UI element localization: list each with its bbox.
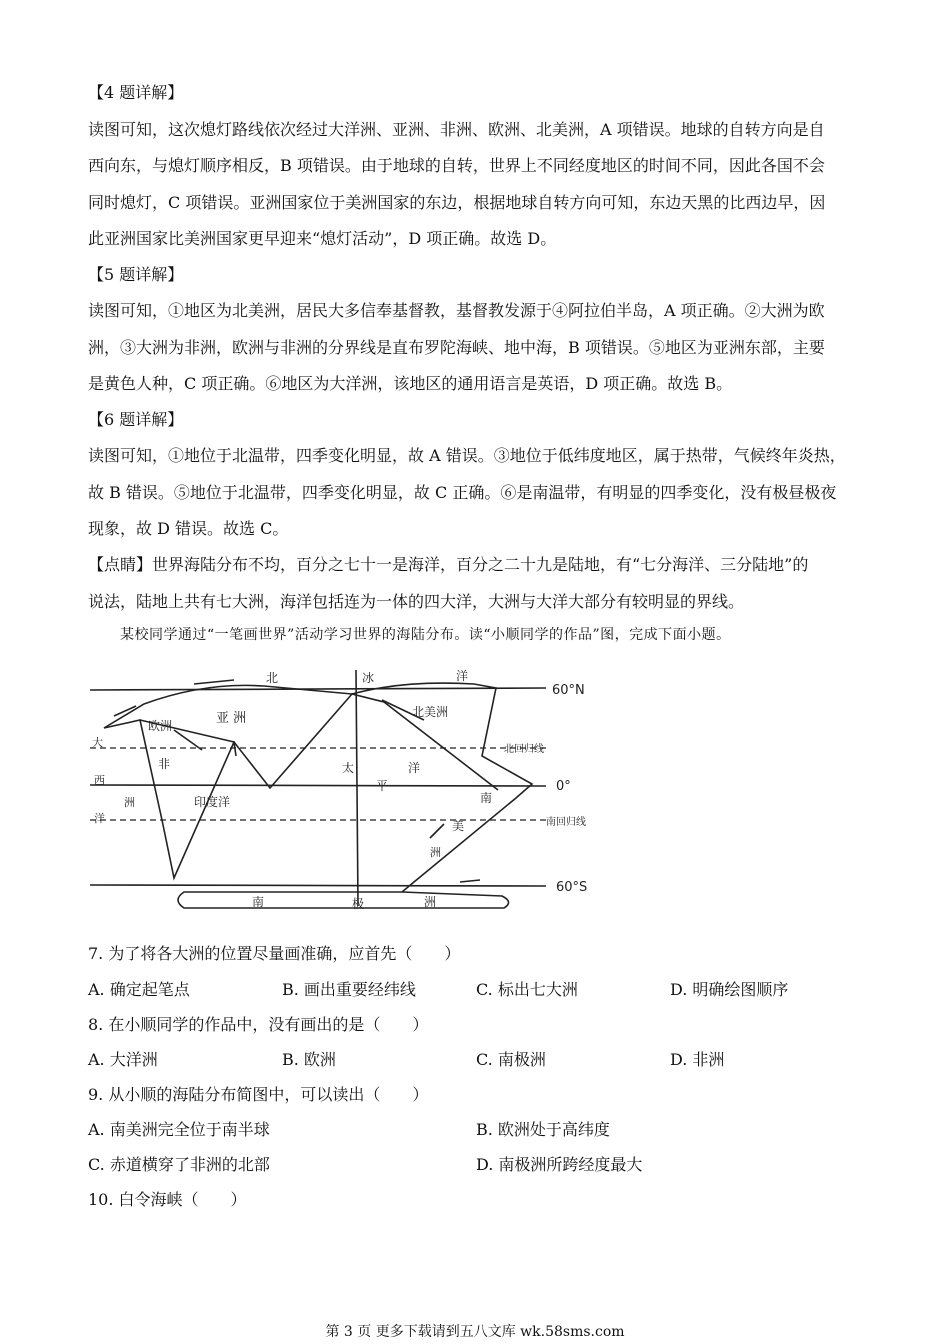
label-60s: 60°S xyxy=(556,880,588,895)
q9-option-a[interactable]: A. 南美洲完全位于南半球 xyxy=(88,1120,270,1139)
one-stroke-path-4 xyxy=(174,700,424,750)
label-arctic-2: 冰 xyxy=(362,671,375,685)
q6-line-3: 现象，故 D 错误。故选 C。 xyxy=(88,519,289,538)
q8-option-a[interactable]: A. 大洋洲 xyxy=(88,1050,158,1069)
label-atlantic-1: 大 xyxy=(92,736,103,749)
q7-option-a[interactable]: A. 确定起笔点 xyxy=(88,980,190,999)
q4-heading: 【4 题详解】 xyxy=(88,83,184,102)
label-north-america: 北美洲 xyxy=(412,705,449,719)
label-tropic-cancer: 北回归线 xyxy=(504,744,544,755)
q5-line-1: 读图可知，①地区为北美洲，居民大多信奉基督教，基督教发源于④阿拉伯半岛，A 项正确。②大洲为欧 xyxy=(88,301,825,320)
label-pacific-2: 平 xyxy=(376,779,389,793)
label-indian-ocean: 印度洋 xyxy=(194,795,231,809)
q6-line-1: 读图可知，①地位于北温带，四季变化明显，故 A 错误。③地位于低纬度地区，属于热带，气候终年炎热， xyxy=(88,446,846,465)
lat-line-60n xyxy=(90,688,546,690)
label-antarctica-1: 南 xyxy=(252,895,265,909)
q4-line-1: 读图可知，这次熄灯路线依次经过大洋洲、亚洲、非洲、欧洲、北美洲，A 项错误。地球的自转方向是自 xyxy=(88,120,825,139)
q9-option-c[interactable]: C. 赤道横穿了非洲的北部 xyxy=(88,1155,270,1174)
q9-option-b[interactable]: B. 欧洲处于高纬度 xyxy=(476,1120,610,1139)
label-antarctica-2: 极 xyxy=(352,897,365,911)
label-atlantic-2: 西 xyxy=(94,774,105,787)
q9-stem: 9. 从小顺的海陆分布简图中，可以读出（ ） xyxy=(88,1085,429,1104)
label-atlantic-3: 洋 xyxy=(94,812,105,825)
label-asia: 亚 洲 xyxy=(216,711,247,726)
q8-option-d[interactable]: D. 非洲 xyxy=(670,1050,725,1069)
q10-stem: 10. 白令海峡（ ） xyxy=(88,1190,247,1209)
q4-line-4: 此亚洲国家比美洲国家更早迎来“熄灯活动”，D 项正确。故选 D。 xyxy=(88,229,557,248)
q7-option-c[interactable]: C. 标出七大洲 xyxy=(476,980,578,999)
label-south-america-3: 洲 xyxy=(430,846,441,859)
label-equator: 0° xyxy=(556,779,571,794)
q7-option-d[interactable]: D. 明确绘图顺序 xyxy=(670,980,789,999)
label-pacific-3: 洋 xyxy=(408,761,421,775)
label-africa-1: 非 xyxy=(158,757,171,771)
figure-intro: 某校同学通过“一笔画世界”活动学习世界的海陆分布。读“小顺同学的作品”图，完成下面小题。 xyxy=(120,627,731,643)
q9-option-d[interactable]: D. 南极洲所跨经度最大 xyxy=(476,1155,643,1174)
q4-line-3: 同时熄灯，C 项错误。亚洲国家位于美洲国家的东边，根据地球自转方向可知，东边天黑的比西边早，因 xyxy=(88,193,826,212)
hand-drawn-world-map xyxy=(84,660,604,920)
label-arctic-1: 北 xyxy=(266,671,279,685)
q7-option-b[interactable]: B. 画出重要经纬线 xyxy=(282,980,416,999)
label-arctic-3: 洋 xyxy=(456,669,469,683)
tip-line-2: 说法，陆地上共有七大洲，海洋包括连为一体的四大洋，大洲与大洋大部分有较明显的界线。 xyxy=(88,592,745,611)
tip-line-1: 【点睛】世界海陆分布不均，百分之七十一是海洋，百分之二十九是陆地，有“七分海洋、三分陆地”的 xyxy=(88,555,809,574)
meridian-line xyxy=(356,670,358,906)
q8-option-b[interactable]: B. 欧洲 xyxy=(282,1050,336,1069)
world-sketch-svg xyxy=(84,660,604,920)
lat-line-equator xyxy=(90,785,546,786)
q5-line-3: 是黄色人种，C 项正确。⑥地区为大洋洲，该地区的通用语言是英语，D 项正确。故选 B。 xyxy=(88,374,733,393)
label-europe: 欧洲 xyxy=(148,719,173,733)
q5-line-2: 洲，③大洲为非洲，欧洲与非洲的分界线是直布罗陀海峡、地中海，B 项错误。⑤地区为亚洲东部，主要 xyxy=(88,338,825,357)
label-africa-2: 洲 xyxy=(124,796,135,809)
label-60n: 60°N xyxy=(552,683,585,698)
q6-heading: 【6 题详解】 xyxy=(88,410,184,429)
q6-line-2: 故 B 错误。⑤地位于北温带，四季变化明显，故 C 正确。⑥是南温带，有明显的四季变化，没有极昼极夜 xyxy=(88,483,837,502)
lat-line-60s xyxy=(90,885,546,886)
label-antarctica-3: 洲 xyxy=(424,895,437,909)
q8-stem: 8. 在小顺同学的作品中，没有画出的是（ ） xyxy=(88,1015,429,1034)
label-tropic-capricorn: 南回归线 xyxy=(546,817,586,828)
q8-option-c[interactable]: C. 南极洲 xyxy=(476,1050,546,1069)
q5-heading: 【5 题详解】 xyxy=(88,265,184,284)
one-stroke-path-1 xyxy=(104,683,532,908)
label-south-america-1: 南 xyxy=(480,791,493,805)
page-footer: 第 3 页 更多下载请到五八文库 wk.58sms.com xyxy=(325,1324,625,1340)
label-pacific-1: 太 xyxy=(342,761,355,775)
label-south-america-2: 美 xyxy=(452,819,465,833)
q7-stem: 7. 为了将各大洲的位置尽量画准确，应首先（ ） xyxy=(88,944,461,963)
q4-line-2: 西向东，与熄灯顺序相反，B 项错误。由于地球的自转，世界上不同经度地区的时间不同，因此各国不会 xyxy=(88,156,825,175)
